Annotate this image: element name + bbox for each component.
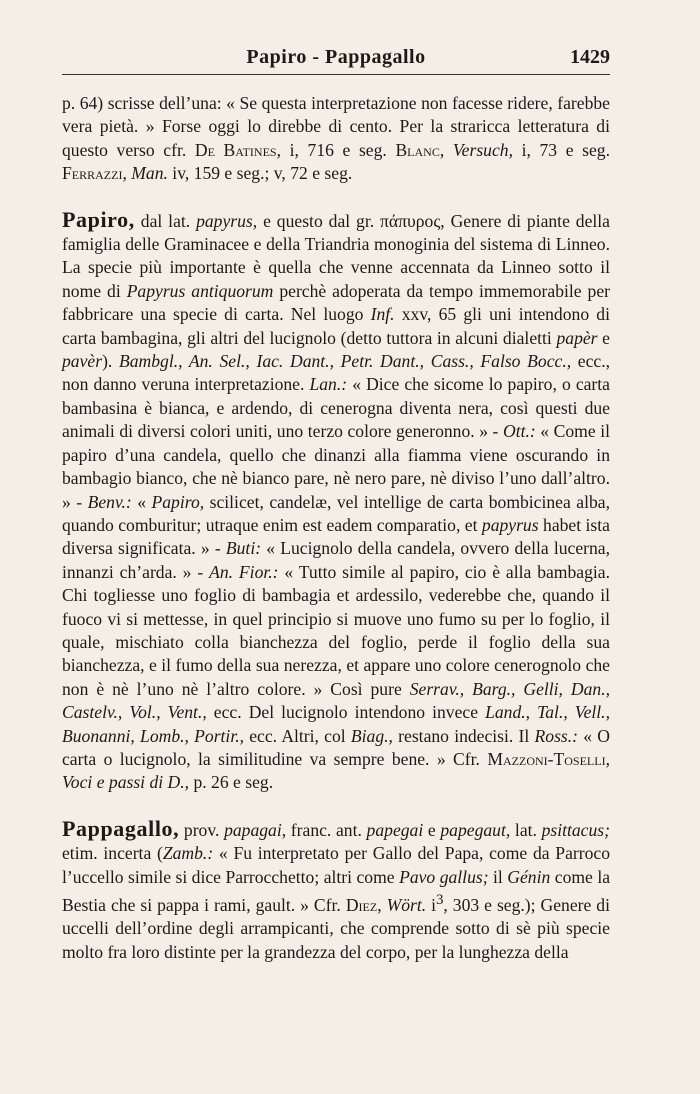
text-span: e [423, 819, 441, 840]
paragraph-continuation [62, 92, 610, 186]
entry-papiro [62, 208, 610, 795]
work-title: Versuch, [452, 139, 513, 160]
author-name: Mazzoni-Toselli [487, 748, 606, 769]
text-span: il [488, 866, 508, 887]
page-number: 1429 [570, 46, 610, 68]
headword: Papiro, [62, 206, 135, 232]
text-span: habet ista diversa significata. » - [62, 514, 610, 559]
commentator-list: Land., Tal., Vell., Buonanni, Lomb., Portir., [62, 702, 610, 746]
text-span: iv, 159 e seg.; v, 72 e seg. [167, 163, 353, 184]
commentator: An. Fior.: [209, 561, 279, 582]
superscript: 3 [436, 892, 444, 908]
text-span: « Dice che sicome lo papiro, o carta bambasina è bianca, e ardendo, di cenerogna diventa nera, così questi due animali di diversi colori uniti, uno terzo colore generonno. » - [62, 374, 610, 442]
header-rule [62, 74, 610, 75]
text-span: i [426, 894, 437, 915]
text-span: lat. [510, 819, 542, 840]
text-span: « [131, 491, 152, 512]
text-span: « O carta o lucignolo, la similitudine va sempre bene. » Cfr. [62, 725, 610, 769]
italic-term: papegai [366, 819, 424, 840]
text-span: come la Bestia che si pappa i rami, gault. » Cfr. [62, 866, 611, 915]
text-span: dal lat. [134, 210, 197, 231]
italic-term: Papyrus antiquorum [126, 280, 274, 301]
text-span: e questo dal gr. πάπυρος, Genere di piante della famiglia delle Graminacee e della Triandria monoginia del sistema di Linneo. La specie più importante è quella che venne accennata da Linneo sotto il nome di [62, 210, 610, 301]
commentator: Ross.: [534, 725, 579, 746]
author-name: Génin [507, 866, 551, 887]
italic-term: papèr [556, 327, 598, 348]
citation: Inf. [370, 304, 395, 325]
text-span: scilicet, candelæ, vel intellige de carta bombicinea alba, quando comburitur; utraque enim est eadem comparatio, et [62, 491, 610, 535]
commentator-list: Bambgl., An. Sel., Iac. Dant., Petr. Dant., Cass., Falso Bocc., [119, 351, 572, 372]
text-span: « Fu interpretato per Gallo del Papa, come da Parroco l’uccello simile si dice Parrocchetto; altri come [62, 843, 610, 887]
italic-term: Papiro, [151, 491, 205, 512]
text-span: ecc., non danno veruna interpretazione. [62, 351, 611, 395]
italic-term: papagai, [224, 819, 287, 840]
text-span: e [597, 327, 610, 348]
author-name: Blanc [395, 139, 440, 160]
text-span: p. 64) scrisse dell’una: « Se questa interpretazione non facesse ridere, farebbe vera pietà. » Forse oggi lo direbbe di cento. Per la straricca letteratura di questo verso cfr. [62, 93, 610, 160]
commentator: Buti: [225, 538, 262, 559]
author-name: De Batines [194, 139, 277, 160]
commentator-list: Serrav., Barg., Gelli, Dan., Castelv., Vol., Vent., [62, 678, 610, 723]
text-span: ecc. Del lucignolo intendono invece [206, 702, 486, 723]
commentator: Benv.: [87, 491, 132, 512]
text-span: « Tutto simile al papiro, cio è alla bambagia. Chi togliesse uno foglio di bambagia et ardessilo, vederebbe che, quando il fuoco vi si mettesse, in quel principio si muove uno fumo su per lo foglio, il quale, mischiato colla bianchezza del foglio, perde il foglio della sua bianchezza, e il fumo della sua nerezza, et appare uno colore cenerognolo che non è nè l’uno nè l’altro colore. » Così pure [62, 561, 610, 699]
text-span: xxv, 65 gli uni intendono di carta bambagina, gli altri del lucignolo (detto tuttora in alcuni dialetti [62, 304, 610, 348]
entry-pappagallo [62, 817, 610, 964]
author-name: Ferrazzi [62, 163, 123, 184]
italic-term: papegaut, [440, 819, 511, 840]
text-span: , [377, 894, 387, 915]
entry-text [62, 92, 610, 964]
text-span: ecc. Altri, col [244, 725, 351, 746]
italic-term: pavèr [62, 351, 103, 372]
text-span: restano indecisi. Il [392, 725, 535, 746]
italic-term: psittacus; [541, 819, 610, 840]
work-title: Man. [131, 163, 168, 184]
text-span: ). [102, 351, 119, 372]
commentator: Ott.: [502, 421, 536, 442]
text-span: , 303 e seg.); Genere di uccelli dell’ordine degli arrampicanti, che comprende sotto di sè più specie molto fra loro distinte per la grandezza del corpo, per la lunghezza della [62, 894, 610, 962]
commentator: Zamb.: [162, 843, 214, 864]
text-span: « Lucignolo della candela, ovvero della lucerna, innanzi ch’arda. » - [62, 538, 611, 582]
work-title: Voci e passi di D., [62, 772, 190, 793]
italic-term: Pavo gallus; [399, 866, 489, 887]
text-span: , [439, 139, 453, 160]
text-span: i, 73 e seg. [512, 139, 611, 160]
running-head [62, 40, 610, 74]
commentator: Biag., [350, 725, 393, 746]
work-title: Wört. [386, 894, 427, 915]
text-span: franc. ant. [286, 819, 367, 840]
page-title: Papiro - Pappagallo [246, 46, 426, 68]
text-span: prov. [179, 819, 225, 840]
headword: Pappagallo, [62, 815, 180, 841]
text-span: perchè adoperata da tempo immemorabile per fabbricare una specie di carta. Nel luogo [62, 280, 610, 325]
text-span: , [605, 748, 610, 769]
text-span: , i, 716 e seg. [276, 139, 396, 160]
text-span: etim. incerta ( [62, 843, 163, 864]
text-span: « Come il papiro d’una candela, quello che dinanzi alla fiamma viene oscurando in bambagio bianco, che nè bianco pare, nè nero pare, nè diviso l’uno dall’altro. » - [62, 421, 611, 512]
text-span: p. 26 e seg. [189, 772, 274, 793]
commentator: Lan.: [309, 374, 348, 395]
author-name: Diez [345, 894, 378, 915]
italic-term: papyrus, [196, 210, 258, 231]
text-span: , [122, 163, 132, 184]
italic-term: papyrus [481, 514, 539, 535]
